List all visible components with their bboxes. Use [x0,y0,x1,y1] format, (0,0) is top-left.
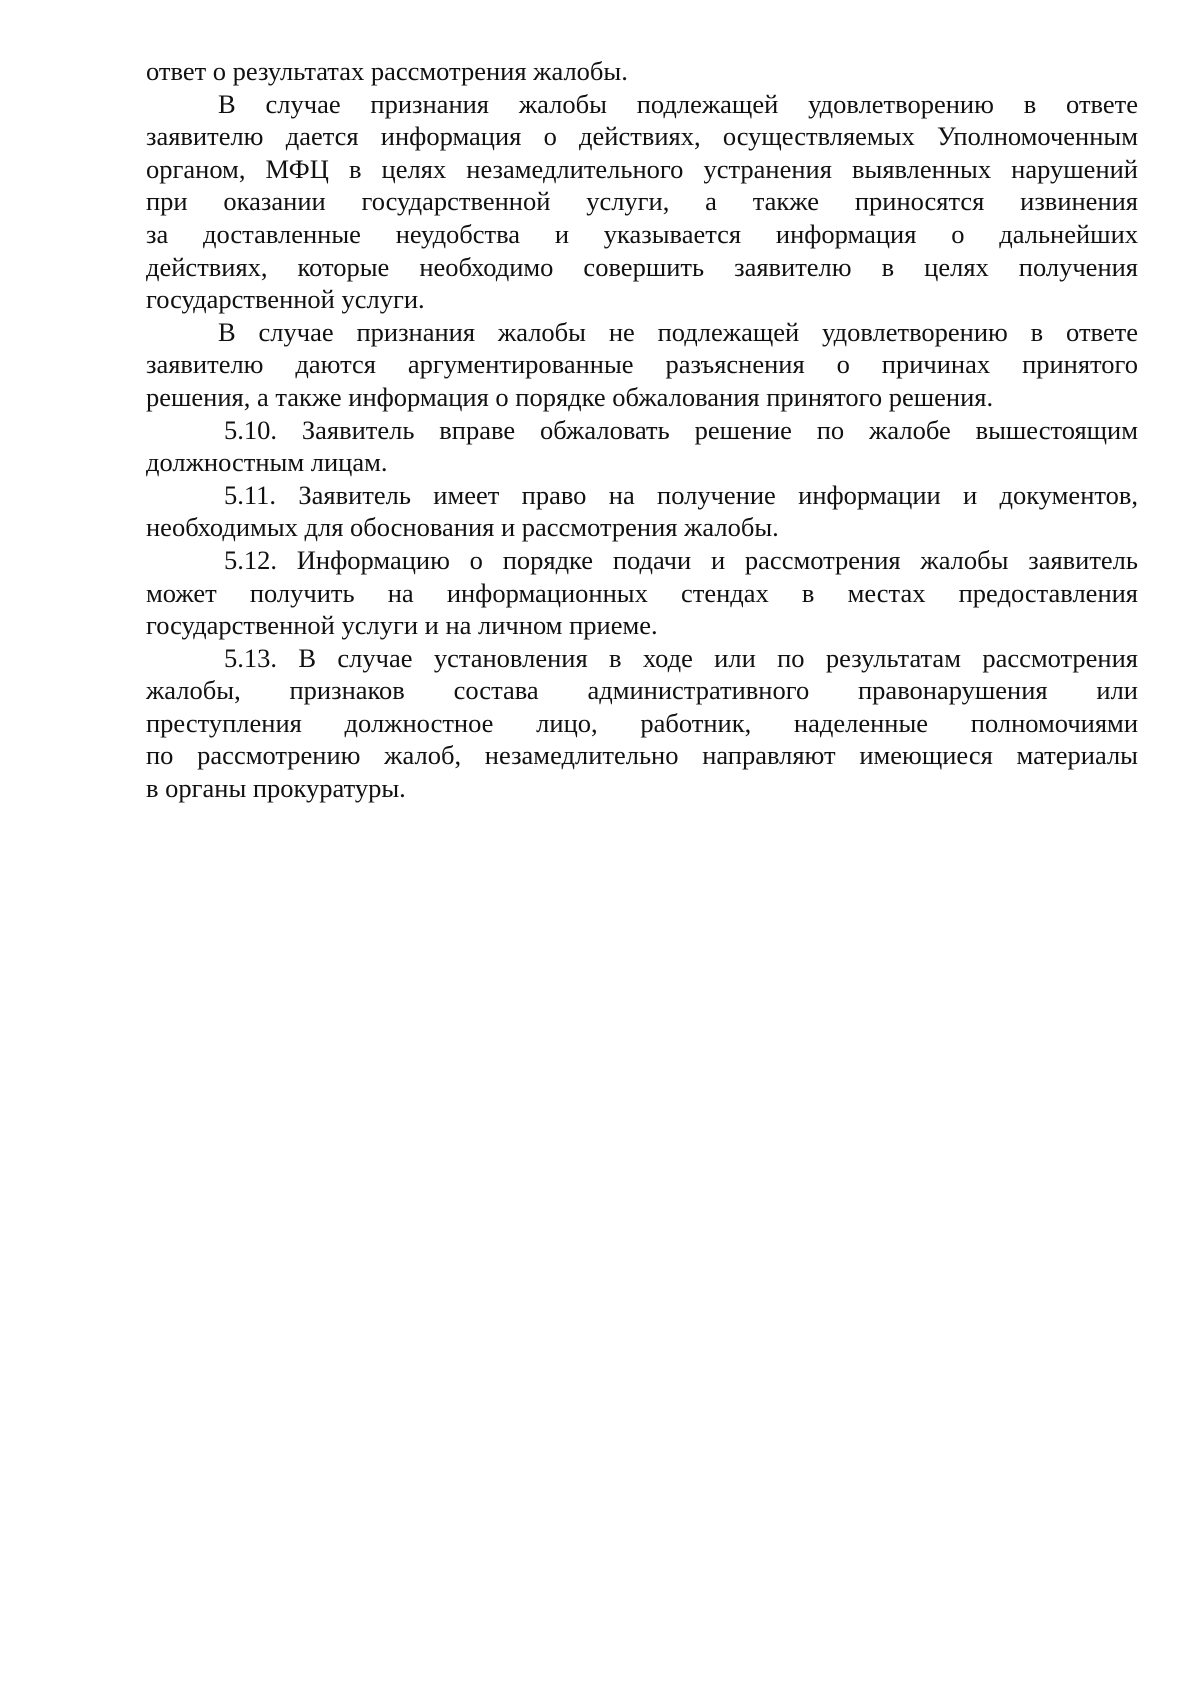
document-body [146,55,1138,805]
paragraph-complaint-satisfied [146,88,1138,316]
paragraph-complaint-rejected [146,316,1138,414]
text-line: 5.12. Информацию о порядке подачи и рассмотрения жалобы заявитель [224,544,1138,575]
text-line: по рассмотрению жалоб, незамедлительно направляют имеющиеся материалы [146,740,1138,771]
text-line: государственной услуги. [146,284,425,315]
text-line: В случае признания жалобы подлежащей удовлетворению в ответе [218,88,1138,119]
text-line: органом, МФЦ в целях незамедлительного устранения выявленных нарушений [146,153,1138,184]
text-line: необходимых для обоснования и рассмотрения жалобы. [146,512,779,543]
text-line: должностным лицам. [146,447,388,478]
text-line: преступления должностное лицо, работник, наделенные полномочиями [146,707,1138,738]
clause-5-12 [146,544,1138,642]
text-line: В случае признания жалобы не подлежащей удовлетворению в ответе [218,316,1138,347]
text-line: 5.10. Заявитель вправе обжаловать решение по жалобе вышестоящим [224,414,1138,445]
text-line: ответ о результатах рассмотрения жалобы. [146,56,628,86]
text-line: государственной услуги и на личном приеме. [146,610,658,641]
text-line: 5.11. Заявитель имеет право на получение информации и документов, [224,479,1138,510]
text-line: заявителю даются аргументированные разъяснения о причинах принятого [146,349,1138,380]
text-line: 5.13. В случае установления в ходе или по результатам рассмотрения [224,642,1138,673]
text-line: действиях, которые необходимо совершить заявителю в целях получения [146,251,1138,282]
text-line: в органы прокуратуры. [146,773,406,804]
text-line: может получить на информационных стендах в местах предоставления [146,577,1138,608]
text-line: решения, а также информация о порядке обжалования принятого решения. [146,381,994,412]
clause-5-10 [146,414,1138,479]
text-line: жалобы, признаков состава административного правонарушения или [146,675,1138,706]
paragraph-continuation [146,55,1138,88]
text-line: заявителю дается информация о действиях, осуществляемых Уполномоченным [146,121,1138,152]
text-line: за доставленные неудобства и указывается информация о дальнейших [146,218,1138,249]
clause-5-11 [146,479,1138,544]
clause-5-13 [146,642,1138,805]
text-line: при оказании государственной услуги, а также приносятся извинения [146,186,1138,217]
